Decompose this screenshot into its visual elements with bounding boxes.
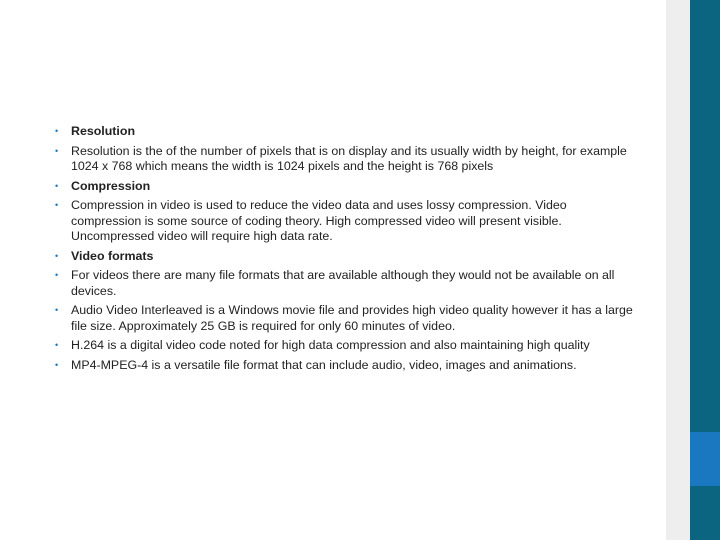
- heading-compression: Compression: [71, 178, 151, 193]
- bullet-icon: •: [55, 305, 59, 315]
- list-item-text: MP4-MPEG-4 is a versatile file format that can include audio, video, images and animations.: [71, 357, 577, 372]
- list-item: [55, 338, 640, 354]
- heading-resolution: Resolution: [71, 124, 136, 138]
- bullet-icon: •: [55, 126, 59, 136]
- sidebar-accent-block: [690, 432, 720, 486]
- bullet-icon: •: [55, 200, 59, 210]
- bullet-list: [55, 124, 640, 373]
- list-item: [55, 249, 640, 265]
- list-item: [55, 198, 640, 245]
- bullet-icon: •: [55, 145, 59, 156]
- list-item-text: Compression in video is used to reduce the video data and uses lossy compression. Video compression is some source of coding theory. High compressed video will present visible. Uncompressed video will require high data rate.: [71, 198, 567, 243]
- list-item-text: Resolution is the of the number of pixels that is on display and its usually width by height, for example 1024 x 768 which means the width is 1024 pixels and the height is 768 pixels: [71, 143, 627, 173]
- bullet-icon: •: [55, 180, 59, 191]
- list-item: [55, 358, 640, 374]
- list-item: [55, 124, 640, 140]
- list-item-text: For videos there are many file formats that are available although they would not be available on all devices.: [71, 268, 615, 298]
- bullet-icon: •: [55, 270, 59, 280]
- bullet-icon: •: [55, 359, 59, 370]
- bullet-icon: •: [55, 340, 59, 350]
- list-item: [55, 268, 640, 299]
- heading-video-formats: Video formats: [71, 248, 154, 263]
- list-item-text: Audio Video Interleaved is a Windows movie file and provides high video quality however it has a large file size. Approximately 25 GB is required for only 60 minutes of video.: [71, 303, 633, 333]
- list-item: [55, 179, 640, 195]
- slide-body: [55, 124, 640, 377]
- bullet-icon: •: [55, 250, 59, 261]
- list-item-text: H.264 is a digital video code noted for high data compression and also maintaining high quality: [71, 338, 590, 352]
- sidebar-light-strip: [666, 0, 690, 540]
- list-item: [55, 303, 640, 334]
- list-item: [55, 144, 640, 175]
